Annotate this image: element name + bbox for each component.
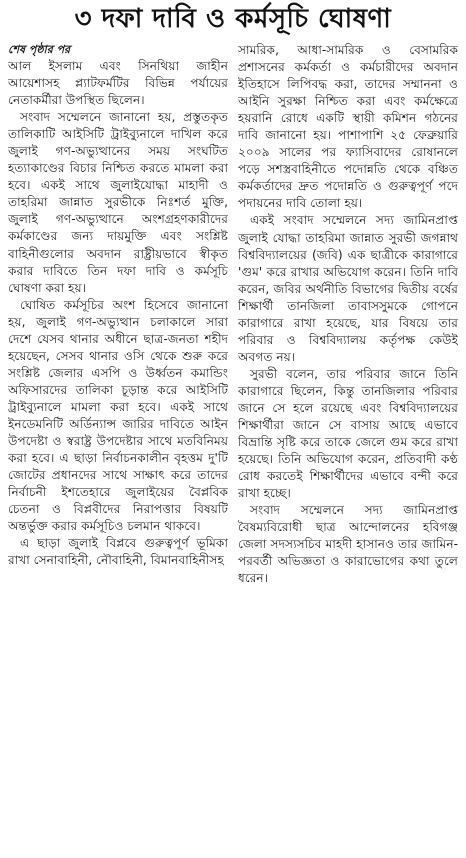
left-column (8, 42, 228, 856)
paragraph: আল ইসলাম এবং সিনথিয়া জাহীন আয়েশাসহ প্ল্যাটফর্মটির বিভিন্ন পর্যায়ের নেতাকর্মীরা উপস্থিত ছিলেন। (8, 59, 228, 108)
headline: ৩ দফা দাবি ও কর্মসূচি ঘোষণা (74, 4, 392, 34)
right-column (238, 42, 458, 856)
paragraph: এ ছাড়া জুলাই বিপ্লবে গুরুত্বপূর্ণ ভূমিকা রাখা সেনাবাহিনী, নৌবাহিনী, বিমানবাহিনীসহ (8, 536, 228, 568)
paragraph: ঘোষিত কর্মসূচির অংশ হিসেবে জানানো হয়, জুলাই গণ-অভ্যুত্থান চলাকালে সারা দেশে যেসব থানার অধীনে ছাত্র-জনতা শহীদ হয়েছেন, সেসব থানার ওসি থেকে শুরু করে সংশ্লিষ্ট জেলার এসপি ও উর্ধ্বতন কমান্ডিং অফিসারদের তালিকা চূড়ান্ত করে আইসিটি ট্রাইব্যুনালে মামলা করা হবে। একই সাথে ইনডেমনিটি অর্ডিন্যান্স জারির দাবিতে আইন উপদেষ্টা ও স্বরাষ্ট্র উপদেষ্টার সাথে মতবিনিময় করা হবে। এ ছাড়া নির্বাচনকালীন বৃহত্তম দু'টি জোটের প্রধানদের সাথে সাক্ষাৎ করে তাদের নির্বাচনী ইশতেহারে জুলাইয়ের বৈপ্লবিক চেতনা ও বিপ্লবীদের নিরাপত্তার বিষয়টি অন্তর্ভুক্ত করার কর্মসূচিও চলমান থাকবে। (8, 297, 228, 534)
paragraph: সুরভী বলেন, তার পরিবার জানে তিনি কারাগারে ছিলেন, কিন্তু তানজিলার পরিবার জানে সে হলে রয়েছে এবং বিশ্ববিদ্যালয়ের শিক্ষার্থীরা জানে সে বাসায় আছে এভাবে বিভ্রান্তি সৃষ্টি করে তাকে জেলে গুম করে রাখা হয়েছে। তিনি অভিযোগ করেন, প্রতিবাদী কণ্ঠ রোধ করতেই শিক্ষার্থীদের এভাবে বন্দী করে রাখা হচ্ছে। (238, 366, 458, 501)
article-body (8, 42, 458, 856)
paragraph: একই সংবাদ সম্মেলনে সদ্য জামিনপ্রাপ্ত জুলাই যোদ্ধা তাহরিমা জান্নাত সুরভী জগন্নাথ বিশ্ববিদ্যালয়ের (জবি) এক ছাত্রীকে কারাগারে 'গুম' করে রাখার অভিযোগ করেন। তিনি দাবি করেন, জবির অর্থনীতি বিভাগের দ্বিতীয় বর্ষের শিক্ষার্থী তানজিলা তাবাসসুমকে গোপনে কারাগারে রাখা হয়েছে, যার বিষয়ে তার পরিবার ও বিশ্ববিদ্যালয় কর্তৃপক্ষ কেউই অবগত নয়। (238, 213, 458, 364)
continued-from-label: শেষ পৃষ্ঠার পর (8, 43, 71, 56)
paragraph: সামরিক, আধা-সামরিক ও বেসামরিক প্রশাসনের কর্মকর্তা ও কর্মচারীদের অবদান ইতিহাসে লিপিবদ্ধ করা, তাদের সম্মাননা ও আইনি সুরক্ষা নিশ্চিত করা এবং কর্মক্ষেত্রে হয়রানি রোধে একটি স্থায়ী কমিশন গঠনের দাবি জানানো হয়। পাশাপাশি ২৫ ফেব্রুয়ারি ২০০৯ সালের পর ফ্যাসিবাদের রোষানলে পড়ে সশস্ত্রবাহিনীতে পদোন্নতি থেকে বঞ্চিত কর্মকর্তাদের দ্রুত পদোন্নতি ও গুরুত্বপূর্ণ পদে পদায়নের দাবি তোলা হয়। (238, 43, 458, 211)
paragraph: সংবাদ সম্মেলনে জানানো হয়, প্রস্তুতকৃত তালিকাটি আইসিটি ট্রাইব্যুনালে দাখিল করে জুলাই গণ-অভ্যুত্থানের সময় সংঘটিত হত্যাকাণ্ডের বিচার নিশ্চিত করতে মামলা করা হবে। একই সাথে জুলাইযোদ্ধা মাহাদী ও তাহরিমা জান্নাত সুরভীকে নিঃশর্ত মুক্তি, জুলাই গণ-অভ্যুত্থানে অংশগ্রহণকারীদের কর্মকাণ্ডের জন্য দায়মুক্তি এবং সংশ্লিষ্ট বাহিনীগুলোর অবদান রাষ্ট্রীয়ভাবে স্বীকৃত করার দাবিতে তিন দফা দাবি ও কর্মসূচি ঘোষণা করা হয়। (8, 110, 228, 295)
paragraph: সংবাদ সম্মেলনে সদ্য জামিনপ্রাপ্ত বৈষম্যবিরোধী ছাত্র আন্দোলনের হবিগঞ্জ জেলা সদস্যসচিব মাহদী হাসানও তার জামিন-পরবর্তী অভিজ্ঞতা ও কারাভোগের কথা তুলে ধরেন। (238, 503, 458, 586)
